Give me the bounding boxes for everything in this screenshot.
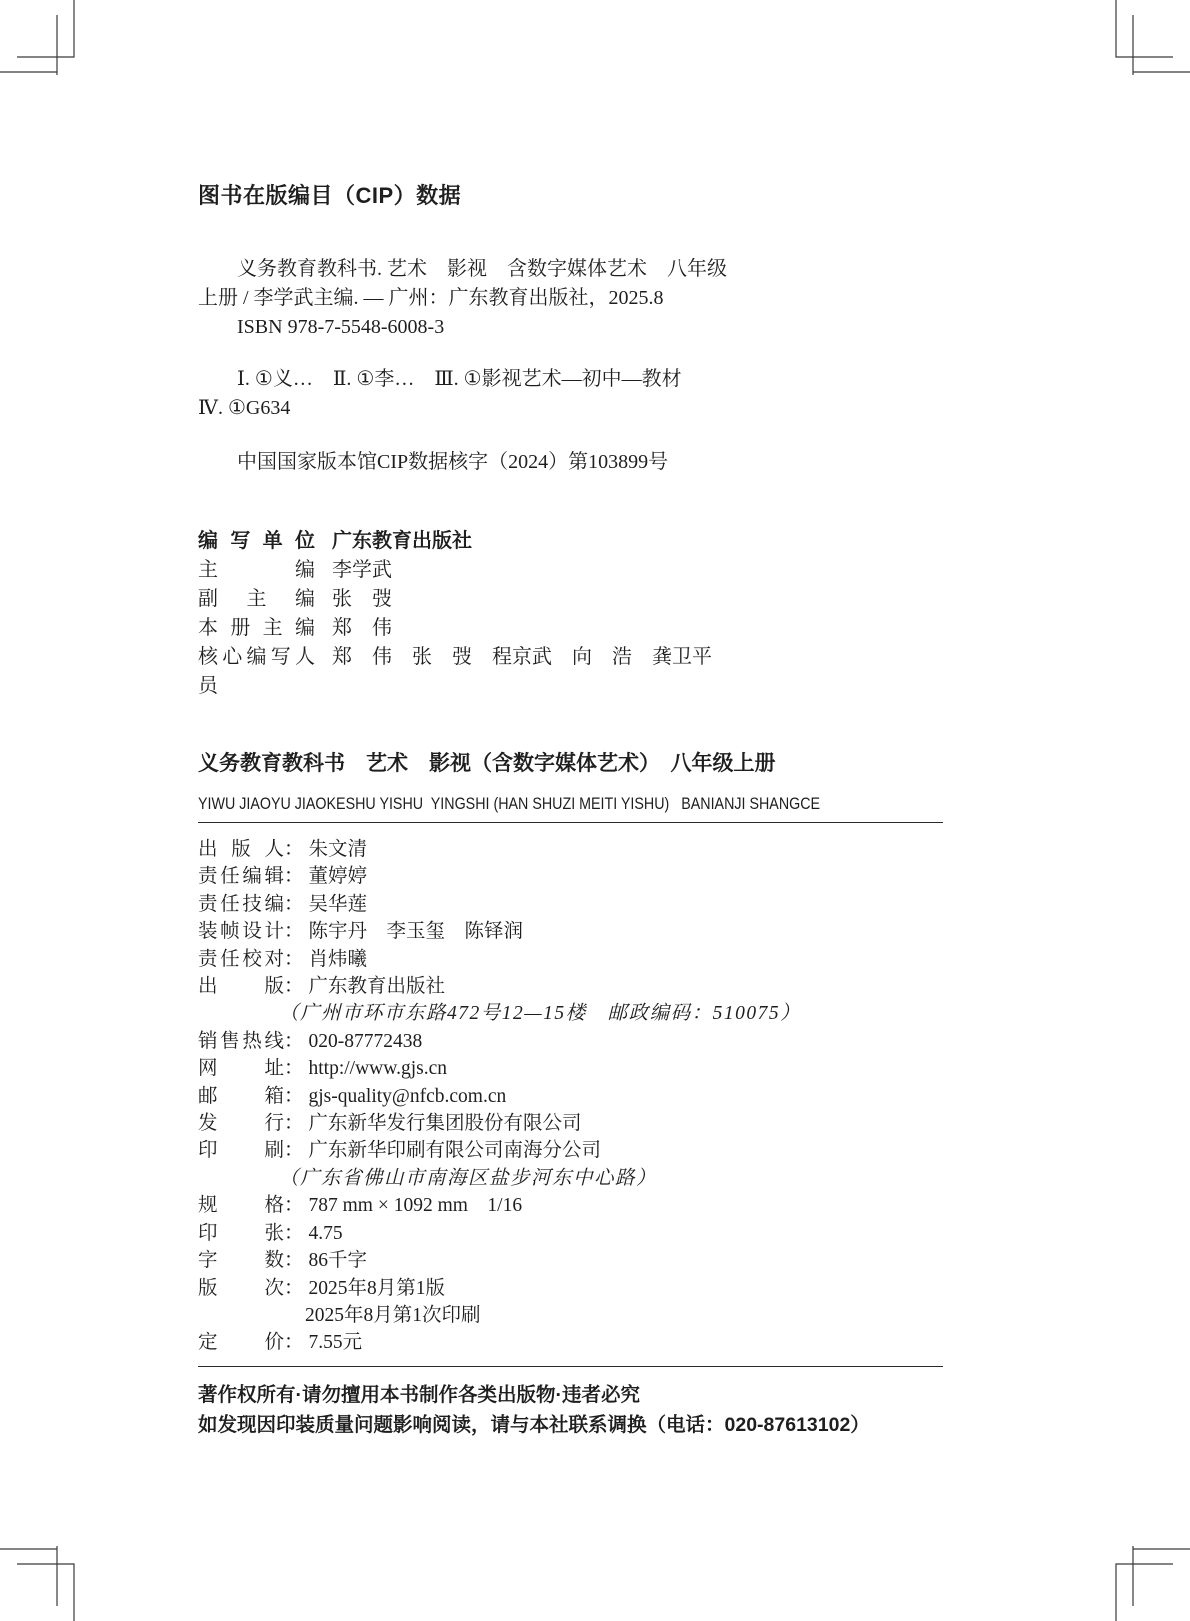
label-colon: ：: [284, 1250, 304, 1272]
colophon-value: 朱文清: [308, 839, 368, 860]
colophon-label: 网址: [198, 1058, 284, 1080]
colophon-value: 董婷婷: [308, 866, 368, 888]
colophon-value: 4.75: [308, 1222, 343, 1244]
label-colon: ：: [284, 893, 304, 915]
colophon-row: [198, 946, 943, 973]
label-colon: ：: [284, 1085, 304, 1107]
colophon-value: http://www.gjs.cn: [308, 1058, 447, 1080]
colophon: [198, 836, 943, 1357]
editorial-row: [198, 614, 943, 643]
editorial-value: 张 弢: [332, 588, 392, 610]
label-colon: ：: [284, 921, 304, 943]
crop-mark-bottom-left: [0, 1541, 80, 1621]
label-colon: ：: [284, 1332, 304, 1354]
colophon-value: gjs-quality@nfcb.com.cn: [308, 1085, 507, 1107]
colophon-value: 广东新华发行集团股份有限公司: [308, 1113, 582, 1135]
colophon-row: [198, 1028, 943, 1055]
cip-entry-line-1: 义务教育教科书. 艺术 影视 含数字媒体艺术 八年级: [237, 258, 727, 280]
cip-entry-line-2: 上册 / 李学武主编. — 广州：广东教育出版社，2025.8: [198, 287, 664, 309]
colophon-label: 装帧设计: [198, 921, 284, 943]
editorial-row: [198, 556, 943, 585]
label-colon: ：: [284, 866, 304, 888]
editorial-label: 核心编写人员: [198, 646, 315, 697]
divider-rule-top: [198, 822, 943, 823]
editorial-value: 郑 伟: [332, 617, 392, 639]
colophon-value: 肖炜曦: [308, 948, 368, 970]
label-colon: ：: [284, 1113, 304, 1135]
colophon-row: [198, 863, 943, 890]
label-colon: ：: [284, 839, 304, 860]
colophon-value: 广东新华印刷有限公司南海分公司: [308, 1140, 602, 1162]
label-colon: ：: [284, 948, 304, 970]
cip-classification: [198, 365, 943, 423]
copyright-notices: [198, 1381, 978, 1440]
cip-block: [198, 182, 943, 477]
editorial-value: 李学武: [332, 559, 392, 581]
colophon-value: 广东教育出版社: [308, 976, 446, 998]
colophon-label: 出版人: [198, 839, 284, 860]
editorial-row: [198, 643, 943, 701]
colophon-value: 86千字: [308, 1250, 368, 1272]
editorial-row: [198, 527, 943, 556]
editorial-row: [198, 585, 943, 614]
cip-class-line-2: Ⅳ. ①G634: [198, 397, 291, 419]
colophon-value: 020-87772438: [308, 1030, 423, 1052]
colophon-label: 销售热线: [198, 1030, 284, 1052]
label-colon: ：: [284, 1222, 304, 1244]
cip-class-line-1: Ⅰ. ①义… Ⅱ. ①李… Ⅲ. ①影视艺术—初中—教材: [237, 368, 682, 390]
label-colon: ：: [284, 1277, 304, 1299]
colophon-value: 2025年8月第1版: [308, 1277, 446, 1299]
editorial-label: 主编: [198, 559, 315, 581]
colophon-value: 吴华莲: [308, 893, 368, 915]
colophon-row: [198, 1247, 943, 1274]
editorial-label: 副主编: [198, 588, 315, 610]
label-colon: ：: [284, 1195, 304, 1217]
editorial-credits: [198, 527, 943, 701]
editorial-value: 郑 伟 张 弢 程京武 向 浩 龚卫平: [332, 646, 712, 668]
colophon-row: [198, 918, 943, 945]
colophon-row: [198, 1110, 943, 1137]
colophon-value: 7.55元: [308, 1332, 363, 1354]
divider-rule-bottom: [198, 1366, 943, 1367]
editorial-value: 广东教育出版社: [332, 530, 472, 552]
cip-registration: 中国国家版本馆CIP数据核字（2024）第103899号: [237, 451, 669, 473]
editorial-label: 本册主编: [198, 617, 315, 639]
cip-header: 图书在版编目（CIP）数据: [198, 183, 462, 208]
colophon-label: 责任编辑: [198, 866, 284, 888]
colophon-label: 印张: [198, 1222, 284, 1244]
colophon-row: [198, 1192, 943, 1219]
series-title: 义务教育教科书 艺术 影视（含数字媒体艺术） 八年级上册: [198, 752, 776, 775]
colophon-note: 2025年8月第1次印刷: [305, 1304, 481, 1326]
colophon-note: （广东省佛山市南海区盐步河东中心路）: [279, 1167, 658, 1189]
label-colon: ：: [284, 976, 304, 998]
colophon-value: 787 mm × 1092 mm 1/16: [308, 1195, 523, 1217]
colophon-row: [198, 1055, 943, 1082]
cip-isbn: ISBN 978-7-5548-6008-3: [237, 316, 445, 338]
colophon-row: [198, 836, 943, 863]
colophon-row: [198, 973, 943, 1000]
colophon-label: 规格: [198, 1195, 284, 1217]
colophon-label: 责任校对: [198, 948, 284, 970]
colophon-label: 发行: [198, 1113, 284, 1135]
series-title-block: [198, 750, 943, 814]
colophon-label: 印刷: [198, 1140, 284, 1162]
colophon-row: [198, 1329, 943, 1356]
colophon-label: 版次: [198, 1277, 284, 1299]
colophon-row: [198, 1275, 943, 1302]
quality-line: 如发现因印装质量问题影响阅读，请与本社联系调换（电话：020-87613102）: [198, 1413, 870, 1436]
series-pinyin: YIWU JIAOYU JIAOKESHU YISHU YINGSHI (HAN SHUZI MEITI YISHU) BANIANJI SHANGCE: [198, 794, 821, 813]
colophon-label: 责任技编: [198, 893, 284, 915]
colophon-label: 出版: [198, 976, 284, 998]
colophon-note: （广州市环市东路472号12—15楼 邮政编码：510075）: [279, 1003, 802, 1025]
crop-mark-top-right: [1110, 0, 1190, 80]
colophon-label: 字数: [198, 1250, 284, 1272]
copyright-line: 著作权所有·请勿擅用本书制作各类出版物·违者必究: [198, 1384, 640, 1406]
label-colon: ：: [284, 1140, 304, 1162]
crop-mark-bottom-right: [1110, 1541, 1190, 1621]
colophon-value: 陈宇丹 李玉玺 陈铎润: [308, 921, 524, 943]
colophon-row: [198, 1137, 943, 1164]
colophon-label: 邮箱: [198, 1085, 284, 1107]
editorial-label: 编写单位: [198, 530, 315, 552]
crop-mark-top-left: [0, 0, 80, 80]
colophon-label: 定价: [198, 1332, 284, 1354]
cip-entry: [198, 255, 943, 342]
label-colon: ：: [284, 1058, 304, 1080]
colophon-row: [198, 891, 943, 918]
colophon-row: [198, 1083, 943, 1110]
colophon-row: [198, 1220, 943, 1247]
label-colon: ：: [284, 1030, 304, 1052]
